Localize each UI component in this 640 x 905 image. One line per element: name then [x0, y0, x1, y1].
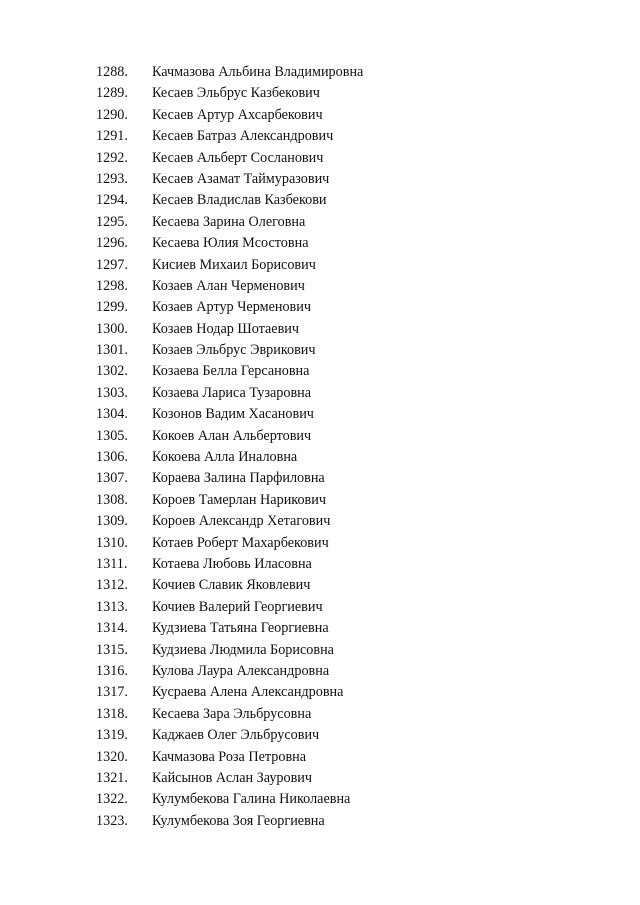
list-item [96, 791, 596, 812]
entry-name: Каджаев Олег Эльбрусович [152, 727, 320, 744]
entry-name: Кисиев Михаил Борисович [152, 256, 316, 273]
entry-number: 1306. [96, 449, 128, 466]
entry-name: Кудзиева Людмила Борисовна [152, 641, 334, 658]
entry-number: 1305. [96, 427, 128, 444]
entry-name: Кесаев Альберт Сосланович [152, 149, 324, 166]
entry-name: Кокоев Алан Альбертович [152, 427, 312, 444]
entry-number: 1316. [96, 662, 128, 679]
list-item [96, 107, 596, 128]
list-item [96, 599, 596, 620]
entry-number: 1288. [96, 64, 128, 80]
entry-name: Котаева Любовь Иласовна [152, 555, 312, 572]
entry-number: 1298. [96, 277, 128, 294]
entry-name: Котаев Роберт Махарбекович [152, 534, 329, 551]
list-item [96, 556, 596, 577]
entry-name: Козаев Артур Черменович [152, 299, 311, 316]
entry-number: 1313. [96, 598, 128, 615]
entry-number: 1300. [96, 320, 128, 337]
entry-name: Короев Тамерлан Нарикович [152, 491, 326, 508]
entry-number: 1318. [96, 705, 128, 722]
entry-number: 1299. [96, 299, 128, 316]
list-item [96, 642, 596, 663]
list-item [96, 278, 596, 299]
list-item [96, 706, 596, 727]
list-item [96, 535, 596, 556]
entry-name: Кулумбекова Галина Николаевна [152, 791, 351, 808]
list-item [96, 321, 596, 342]
entry-number: 1289. [96, 85, 128, 102]
entry-name: Кусраева Алена Александровна [152, 684, 344, 701]
list-item [96, 813, 596, 834]
entry-number: 1295. [96, 213, 128, 230]
list-item [96, 385, 596, 406]
entry-number: 1294. [96, 192, 128, 209]
entry-name: Кокоева Алла Иналовна [152, 449, 298, 466]
entry-number: 1314. [96, 620, 128, 637]
list-item [96, 684, 596, 705]
list-item [96, 428, 596, 449]
list-item [96, 470, 596, 491]
entry-name: Качмазова Роза Петровна [152, 748, 307, 765]
entry-number: 1296. [96, 235, 128, 252]
entry-name: Кесаев Батраз Александрович [152, 128, 334, 145]
entry-number: 1312. [96, 577, 128, 594]
entry-name: Кесаева Юлия Мсостовна [152, 235, 309, 252]
entry-name: Козонов Вадим Хасанович [152, 406, 314, 423]
entry-name: Кесаев Владислав Казбекови [152, 192, 327, 209]
entry-number: 1319. [96, 727, 128, 744]
entry-number: 1310. [96, 534, 128, 551]
entry-number: 1293. [96, 170, 128, 187]
entry-number: 1290. [96, 106, 128, 123]
entry-name: Козаева Белла Герсановна [152, 363, 310, 380]
entry-number: 1311. [96, 555, 128, 572]
list-item [96, 257, 596, 278]
list-item [96, 128, 596, 149]
entry-number: 1303. [96, 384, 128, 401]
entry-name: Козаева Лариса Тузаровна [152, 384, 312, 401]
entry-number: 1322. [96, 791, 128, 808]
entry-number: 1291. [96, 128, 128, 145]
entry-number: 1323. [96, 812, 128, 829]
entry-number: 1301. [96, 342, 128, 359]
list-item [96, 192, 596, 213]
list-item [96, 150, 596, 171]
entry-number: 1321. [96, 769, 128, 786]
list-item [96, 620, 596, 641]
entry-name: Козаев Нодар Шотаевич [152, 320, 299, 337]
list-item [96, 727, 596, 748]
entry-number: 1315. [96, 641, 128, 658]
entry-name: Кайсынов Аслан Заурович [152, 769, 313, 786]
entry-name: Кулова Лаура Александровна [152, 662, 330, 679]
entry-number: 1309. [96, 513, 128, 530]
entry-number: 1317. [96, 684, 128, 701]
list-item [96, 214, 596, 235]
entry-name: Кудзиева Татьяна Георгиевна [152, 620, 329, 637]
entry-name: Козаев Алан Черменович [152, 277, 305, 294]
entry-number: 1302. [96, 363, 128, 380]
list-item [96, 85, 596, 106]
name-list [96, 64, 596, 834]
entry-name: Качмазова Альбина Владимировна [152, 64, 364, 80]
entry-name: Кочиев Славик Яковлевич [152, 577, 311, 594]
list-item [96, 749, 596, 770]
entry-name: Кесаева Зара Эльбрусовна [152, 705, 312, 722]
entry-name: Кесаев Эльбрус Казбекович [152, 85, 320, 102]
list-item [96, 770, 596, 791]
entry-name: Кесаев Азамат Таймуразович [152, 170, 330, 187]
list-item [96, 406, 596, 427]
entry-number: 1308. [96, 491, 128, 508]
entry-name: Кулумбекова Зоя Георгиевна [152, 812, 325, 829]
list-item [96, 363, 596, 384]
entry-number: 1307. [96, 470, 128, 487]
list-item [96, 342, 596, 363]
list-item [96, 299, 596, 320]
list-item [96, 513, 596, 534]
entry-name: Кочиев Валерий Георгиевич [152, 598, 323, 615]
list-item [96, 577, 596, 598]
entry-name: Кесаева Зарина Олеговна [152, 213, 306, 230]
entry-number: 1320. [96, 748, 128, 765]
list-item [96, 64, 596, 85]
list-item [96, 171, 596, 192]
list-item [96, 235, 596, 256]
list-item [96, 492, 596, 513]
entry-name: Короев Александр Хетагович [152, 513, 331, 530]
entry-number: 1297. [96, 256, 128, 273]
entry-number: 1304. [96, 406, 128, 423]
entry-number: 1292. [96, 149, 128, 166]
entry-name: Кесаев Артур Ахсарбекович [152, 106, 323, 123]
list-item [96, 663, 596, 684]
entry-name: Кораева Залина Парфиловна [152, 470, 325, 487]
list-item [96, 449, 596, 470]
entry-name: Козаев Эльбрус Эврикович [152, 342, 316, 359]
